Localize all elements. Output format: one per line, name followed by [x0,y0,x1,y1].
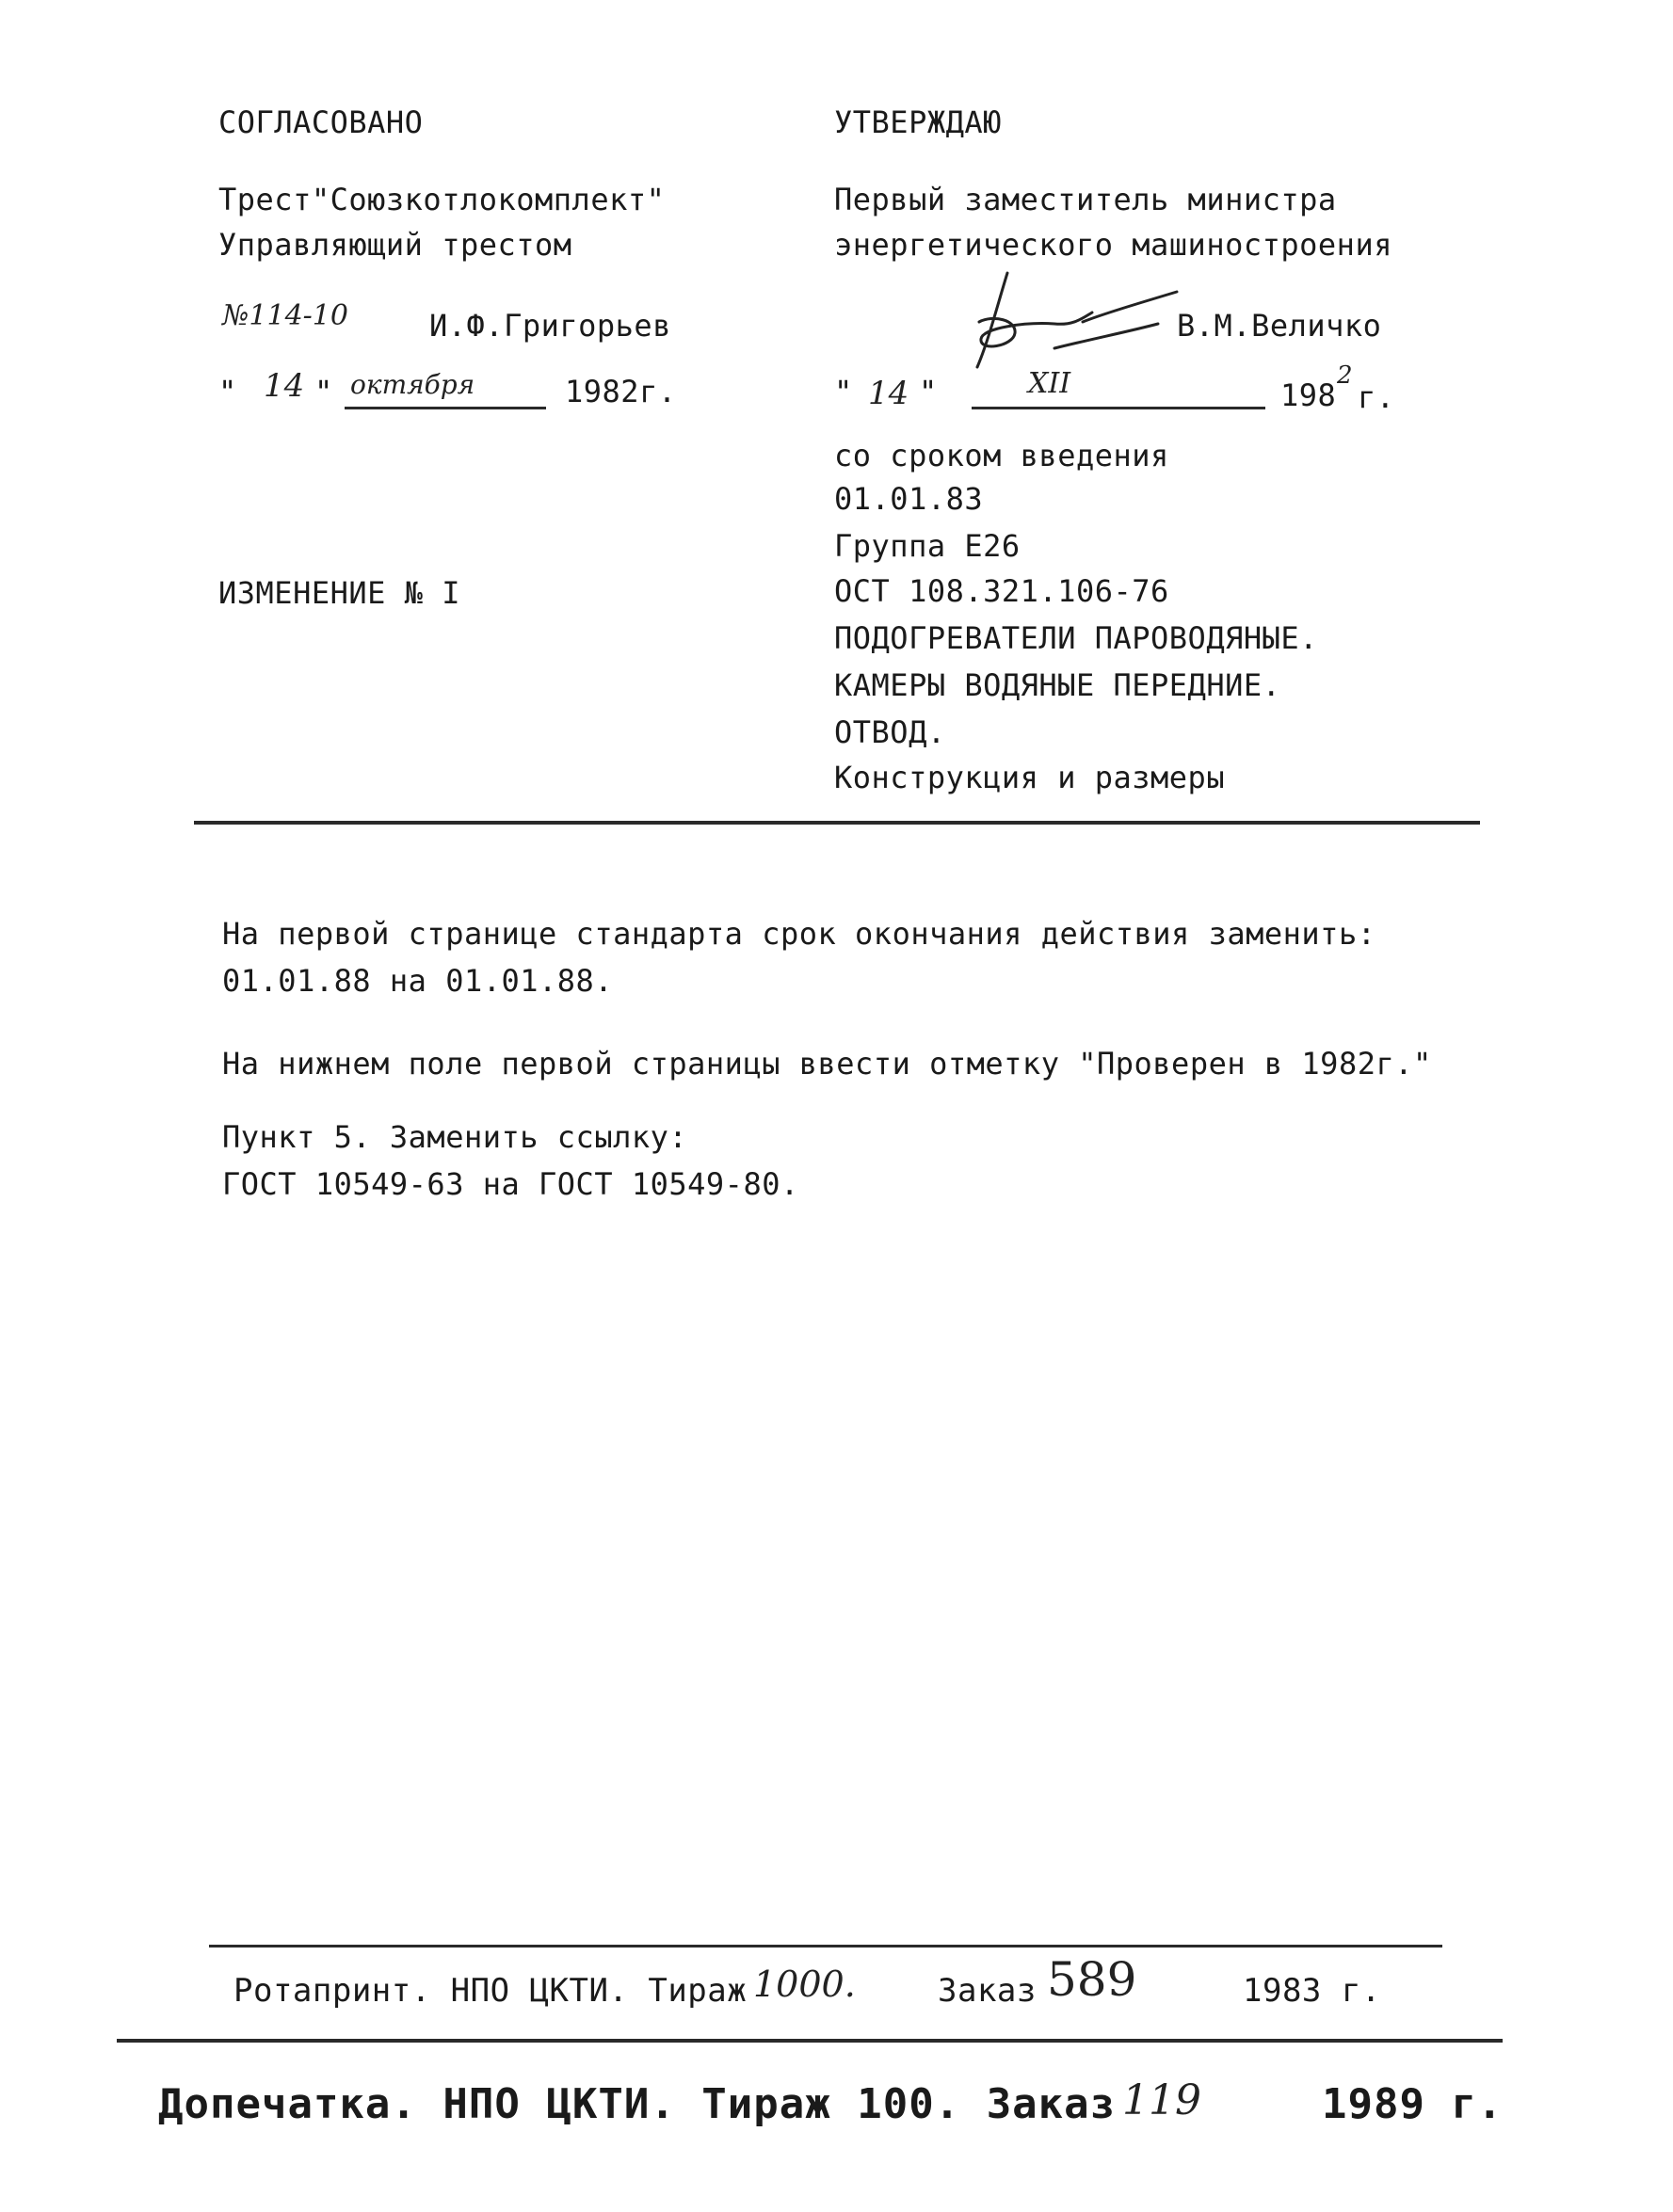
date-year-handwritten-right: 2 [1337,361,1353,390]
footer-order-number: 589 [1047,1952,1137,2007]
footer-print-info: Ротапринт. НПО ЦКТИ. Тираж [233,1972,748,2010]
standard-title-line1: ПОДОГРЕВАТЕЛИ ПАРОВОДЯНЫЕ. [834,620,1318,656]
date-quote-close-right: " [919,374,938,409]
approver-signer-name: В.М.Величко [1177,308,1382,344]
standard-title-line3: ОТВОД. [834,714,946,750]
reprint-info: Допечатка. НПО ЦКТИ. Тираж 100. Заказ [158,2080,1117,2128]
reprint-year: 1989 г. [1322,2080,1504,2128]
reprint-order-number: 119 [1122,2076,1201,2124]
document-number: №114-10 [222,299,348,332]
footer-order-label: Заказ [938,1972,1037,2010]
date-month-right: XII [1028,367,1071,400]
header-separator [194,821,1480,825]
date-year-suffix-right: г. [1358,379,1395,415]
date-month-left: октября [350,369,475,400]
approval-heading-left: СОГЛАСОВАНО [218,104,424,140]
approver-position-line1: Первый заместитель министра [834,182,1337,217]
body-paragraph3-line1: Пункт 5. Заменить ссылку: [222,1119,688,1155]
footer-print-run: 1000. [753,1964,856,2005]
footer-separator-bottom [117,2039,1503,2043]
body-paragraph2: На нижнем поле первой страницы ввести отметку "Проверен в 1982г." [222,1046,1432,1082]
approver-position-line2: энергетического машиностроения [834,227,1392,263]
date-underline-left [345,407,546,409]
group-code: Группа Е26 [834,528,1021,564]
footer-year: 1983 г. [1243,1972,1381,2010]
date-day-right: 14 [868,375,909,412]
agreeing-signer-name: И.Ф.Григорьев [429,308,671,344]
effective-intro-line1: со сроком введения [834,438,1169,473]
body-paragraph1-line1: На первой странице стандарта срок окончания действия заменить: [222,916,1376,952]
agreeing-organization: Трест"Союзкотлокомплект" [218,182,666,217]
date-quote-close-left: " [314,374,333,409]
body-paragraph1-line2: 01.01.88 на 01.01.88. [222,963,614,999]
date-year-left: 1982г. [565,374,677,409]
body-paragraph3-line2: ГОСТ 10549-63 на ГОСТ 10549-80. [222,1166,799,1202]
date-day-left: 14 [264,367,305,405]
footer-separator-top [209,1945,1442,1948]
change-label: ИЗМЕНЕНИЕ № I [218,575,460,611]
date-year-prefix-right: 198 [1280,377,1337,413]
date-quote-open-left: " [218,374,237,409]
standard-number: ОСТ 108.321.106-76 [834,573,1169,609]
effective-date: 01.01.83 [834,481,984,517]
date-quote-open-right: " [834,374,853,409]
approval-heading-right: УТВЕРЖДАЮ [834,104,1002,140]
standard-title-line2: КАМЕРЫ ВОДЯНЫЕ ПЕРЕДНИЕ. [834,667,1281,703]
date-underline-right [972,407,1265,409]
agreeing-position: Управляющий трестом [218,227,572,263]
standard-title-line4: Конструкция и размеры [834,760,1226,795]
